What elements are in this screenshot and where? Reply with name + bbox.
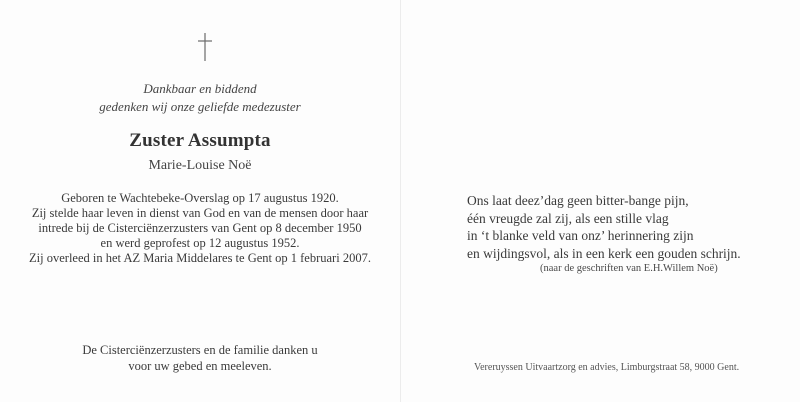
poem-line: en wijdingsvol, als in een kerk een gouden schrijn. bbox=[467, 245, 741, 261]
civil-name: Marie-Louise Noë bbox=[148, 158, 252, 173]
intro-line: Dankbaar en biddend bbox=[143, 81, 257, 96]
thanks-line: De Cisterciënzerzusters en de familie danken u bbox=[82, 343, 318, 357]
intro-text bbox=[0, 80, 400, 116]
undertaker-credit: Vereruyssen Uitvaartzorg en advies, Limburgstraat 58, 9000 Gent. bbox=[474, 362, 740, 373]
poem-line: één vreugde zal zij, als een stille vlag bbox=[467, 210, 669, 226]
deceased-name: Zuster Assumpta bbox=[129, 130, 271, 151]
poem bbox=[467, 192, 741, 262]
bio-line: Zij overleed in het AZ Maria Middelares te Gent op 1 februari 2007. bbox=[29, 251, 371, 265]
thanks-text bbox=[0, 342, 400, 374]
biography bbox=[0, 191, 400, 266]
bio-line: intrede bij de Cisterciënzerzusters van Gent op 8 december 1950 bbox=[38, 221, 362, 235]
cross-icon bbox=[196, 32, 214, 62]
thanks-line: voor uw gebed en meeleven. bbox=[128, 359, 272, 373]
poem-source: (naar de geschriften van E.H.Willem Noë) bbox=[540, 263, 718, 274]
bio-line: Geboren te Wachtebeke-Overslag op 17 augustus 1920. bbox=[61, 191, 339, 205]
bio-line: Zij stelde haar leven in dienst van God en van de mensen door haar bbox=[31, 206, 369, 220]
bio-line: en werd geprofest op 12 augustus 1952. bbox=[100, 236, 300, 250]
poem-line: in ‘t blanke veld van onz’ herinnering zijn bbox=[467, 228, 694, 243]
poem-line: Ons laat deez’dag geen bitter-bange pijn, bbox=[467, 193, 689, 208]
intro-line: gedenken wij onze geliefde medezuster bbox=[99, 99, 301, 114]
right-panel bbox=[400, 0, 800, 402]
